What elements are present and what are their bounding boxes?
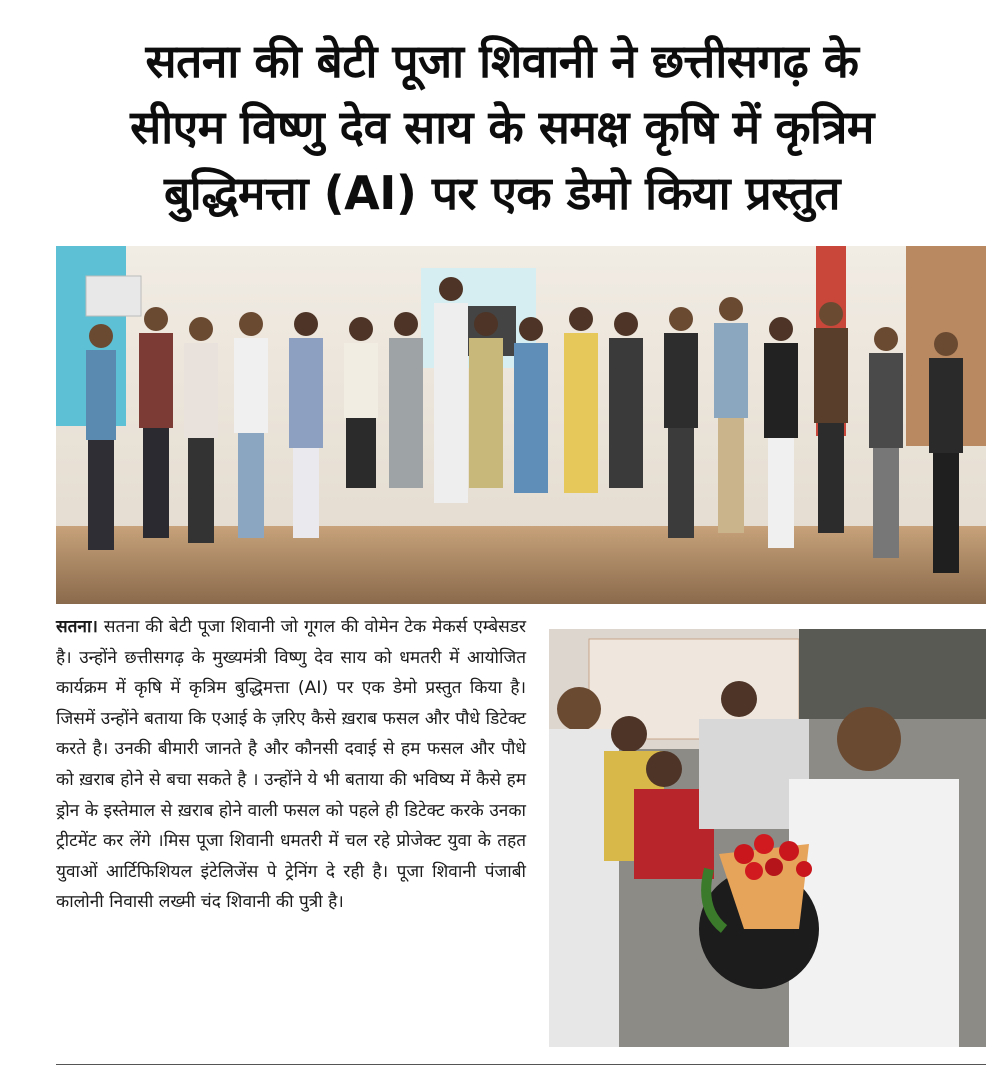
headline xyxy=(40,28,964,226)
cm-photo-icon xyxy=(549,629,986,1047)
bottom-rule xyxy=(56,1064,986,1065)
group-photo-icon xyxy=(56,246,986,604)
headline-line-1: सतना की बेटी पूजा शिवानी ने छत्तीसगढ़ के xyxy=(145,34,859,88)
article-text: सतना की बेटी पूजा शिवानी जो गूगल की वोमेन टेक मेकर्स एम्बेसडर है। उन्होंने छत्तीसगढ़ के मुख्यमंत्री विष्णु देव साय को धमतरी में आयोजित कार्यक्रम में कृषि में कृत्रिम बुद्धिमत्ता (AI) पर एक डेमो प्रस्तुत किया है। जिसमें उन्होंने बताया कि एआई के ज़रिए कैसे ख़राब फसल और पौधे डिटेक्ट करते है। उनकी बीमारी जानते है और कौनसी दवाई से हम फसल और पौधे को ख़राब होने से बचा सकते है । उन्होंने ये भी बताया की भविष्य में कैसे हम ड्रोन के इस्तेमाल से ख़राब होने वाली फसल को पहले ही डिटेक्ट करके उनका ट्रीटमेंट कर लेंगे ।मिस पूजा शिवानी धमतरी में चल रहे प्रोजेक्ट युवा के तहत युवाओं आर्टिफिशियल इंटेलिजेंस पे ट्रेनिंग दे रही है। पूजा शिवानी पंजाबी कालोनी निवासी लख्मी चंद शिवानी की पुत्री है। xyxy=(56,617,526,913)
group-photo xyxy=(56,246,986,604)
cm-photo xyxy=(549,629,986,1047)
headline-line-2: सीएम विष्णु देव साय के समक्ष कृषि में कृत्रिम xyxy=(130,100,874,154)
article-dateline: सतना। xyxy=(56,617,98,637)
article-body xyxy=(56,612,526,918)
headline-line-3: बुद्धिमत्ता (AI) पर एक डेमो किया प्रस्तुत xyxy=(163,166,841,220)
